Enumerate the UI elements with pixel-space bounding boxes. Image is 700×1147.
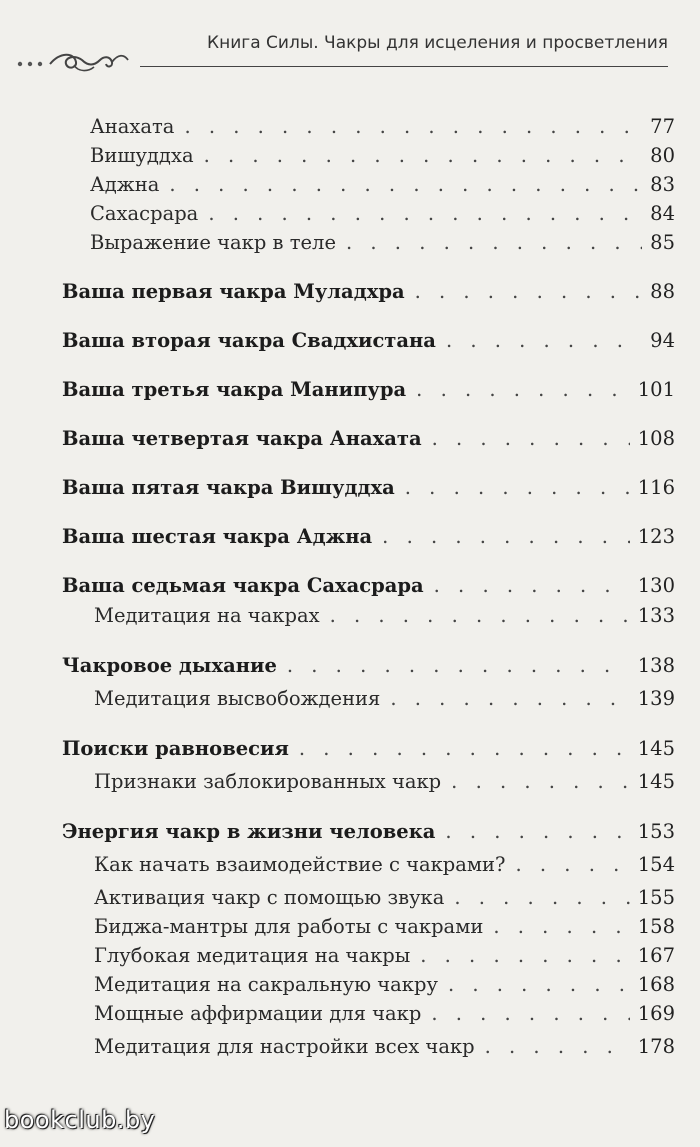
toc-leader-dots: [431, 1002, 629, 1025]
toc-entry: [62, 654, 675, 677]
toc-entry-title: Медитация на сакральную чакру: [94, 973, 438, 996]
toc-leader-dots: [405, 476, 630, 499]
toc-entry-title: Биджа-мантры для работы с чакрами: [94, 915, 484, 938]
toc-entry: [90, 202, 675, 225]
toc-leader-dots: [493, 915, 629, 938]
toc-entry-page: 123: [637, 525, 675, 548]
toc-leader-dots: [416, 378, 630, 401]
toc-leader-dots: [382, 525, 630, 548]
toc-entry-title: Аджна: [90, 173, 160, 196]
toc-leader-dots: [390, 687, 629, 710]
toc-entry-title: Ваша четвертая чакра Анахата: [62, 427, 422, 450]
toc-entry: [94, 853, 675, 876]
toc-entry-page: 101: [637, 378, 675, 401]
toc-entry-page: 153: [637, 820, 675, 843]
toc-entry-title: Медитация на чакрах: [94, 604, 320, 627]
toc-entry: [62, 329, 675, 352]
toc-entry-page: 80: [650, 144, 675, 167]
toc-entry-page: 85: [650, 231, 675, 254]
toc-entry: [94, 944, 675, 967]
toc-leader-dots: [169, 173, 642, 196]
toc-entry-page: 145: [637, 770, 675, 793]
toc-leader-dots: [451, 770, 630, 793]
toc-entry-page: 88: [650, 280, 675, 303]
toc-entry-page: 77: [650, 115, 675, 138]
toc-entry-page: 168: [637, 973, 675, 996]
toc-entry: [94, 915, 675, 938]
toc-entry: [62, 574, 675, 597]
toc-leader-dots: [445, 820, 629, 843]
toc-entry-page: 169: [637, 1002, 675, 1025]
toc-entry: [90, 115, 675, 138]
toc-entry-title: Ваша первая чакра Муладхра: [62, 280, 405, 303]
toc-entry-page: 94: [650, 329, 675, 352]
toc-entry-title: Вишуддха: [90, 144, 194, 167]
toc-entry-title: Ваша пятая чакра Вишуддха: [62, 476, 395, 499]
toc-leader-dots: [420, 944, 630, 967]
toc-entry: [94, 886, 675, 909]
toc-entry-page: 154: [637, 853, 675, 876]
toc-leader-dots: [432, 427, 630, 450]
toc-entry-title: Чакровое дыхание: [62, 654, 277, 677]
toc-entry: [62, 737, 675, 760]
toc-entry-title: Ваша вторая чакра Свадхистана: [62, 329, 436, 352]
toc-entry-page: 139: [637, 687, 675, 710]
toc-leader-dots: [208, 202, 642, 225]
toc-entry: [90, 173, 675, 196]
toc-entry: [62, 427, 675, 450]
toc-entry-title: Как начать взаимодействие с чакрами?: [94, 853, 506, 876]
toc-leader-dots: [446, 329, 642, 352]
toc-entry-title: Сахасрара: [90, 202, 199, 225]
toc-entry-title: Выражение чакр в теле: [90, 231, 336, 254]
watermark-logo: bookclub.by: [4, 1106, 156, 1134]
toc-entry: [90, 144, 675, 167]
toc-entry-title: Поиски равновесия: [62, 737, 289, 760]
toc-entry-title: Ваша шестая чакра Аджна: [62, 525, 373, 548]
ornament-icon: [14, 36, 154, 76]
toc-leader-dots: [184, 115, 642, 138]
toc-leader-dots: [204, 144, 643, 167]
toc-entry: [62, 280, 675, 303]
toc-entry-page: 167: [637, 944, 675, 967]
toc-entry-page: 158: [637, 915, 675, 938]
header-rule: [140, 66, 668, 67]
toc-entry-page: 130: [637, 574, 675, 597]
running-title: Книга Силы. Чакры для исцеления и просветления: [207, 33, 668, 53]
toc-leader-dots: [415, 280, 643, 303]
toc-entry-title: Ваша седьмая чакра Сахасрара: [62, 574, 424, 597]
toc-entry-title: Признаки заблокированных чакр: [94, 770, 442, 793]
toc-leader-dots: [448, 973, 630, 996]
toc-entry-title: Активация чакр с помощью звука: [94, 886, 445, 909]
toc-entry-page: 178: [637, 1035, 675, 1058]
toc-entry-page: 116: [637, 476, 675, 499]
toc-entry-page: 133: [637, 604, 675, 627]
toc-leader-dots: [454, 886, 629, 909]
toc-entry: [94, 687, 675, 710]
toc-entry: [94, 604, 675, 627]
toc-entry-page: 155: [637, 886, 675, 909]
toc-entry: [90, 231, 675, 254]
toc-entry-title: Энергия чакр в жизни человека: [62, 820, 436, 843]
toc-entry: [62, 378, 675, 401]
toc-leader-dots: [287, 654, 630, 677]
toc-leader-dots: [330, 604, 630, 627]
toc-entry: [62, 476, 675, 499]
toc-entry: [62, 525, 675, 548]
toc-entry-title: Медитация для настройки всех чакр: [94, 1035, 475, 1058]
toc-entry-page: 138: [637, 654, 675, 677]
toc-entry-page: 84: [650, 202, 675, 225]
toc-entry-title: Медитация высвобождения: [94, 687, 381, 710]
toc-entry: [94, 973, 675, 996]
toc-entry: [94, 770, 675, 793]
toc-entry-title: Анахата: [90, 115, 175, 138]
toc-entry: [94, 1035, 675, 1058]
toc-entry-title: Ваша третья чакра Манипура: [62, 378, 407, 401]
toc-leader-dots: [299, 737, 630, 760]
toc-entry-title: Глубокая медитация на чакры: [94, 944, 411, 967]
toc-entry-page: 145: [637, 737, 675, 760]
toc-entry: [94, 1002, 675, 1025]
toc-entry: [62, 820, 675, 843]
toc-leader-dots: [485, 1035, 630, 1058]
toc-leader-dots: [346, 231, 642, 254]
toc-leader-dots: [434, 574, 630, 597]
toc-entry-title: Мощные аффирмации для чакр: [94, 1002, 422, 1025]
toc-entry-page: 108: [637, 427, 675, 450]
toc-leader-dots: [516, 853, 630, 876]
toc-entry-page: 83: [650, 173, 675, 196]
